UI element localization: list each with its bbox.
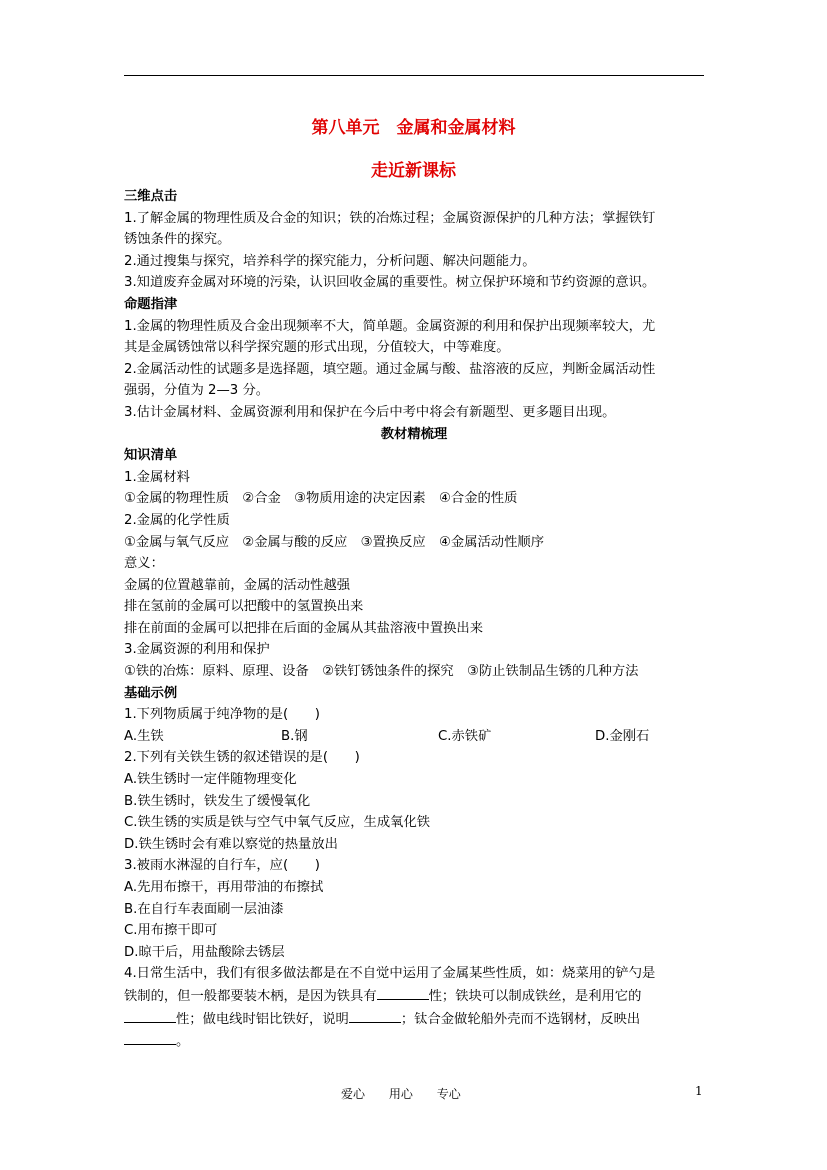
list-item: 金属的位置越靠前，金属的活动性越强 — [124, 577, 351, 593]
choice: D.晾干后，用盐酸除去锈层 — [124, 944, 285, 960]
section-center-heading: 教材精梳理 — [380, 426, 448, 442]
section-heading: 基础示例 — [124, 685, 178, 701]
answer-blank[interactable] — [124, 1030, 176, 1045]
list-item: ①铁的冶炼：原料、原理、设备 ②铁钉锈蚀条件的探究 ③防止铁制品生锈的几种方法 — [124, 664, 639, 680]
header-rule — [124, 75, 704, 76]
question-text: 铁制的，但一般都要装木柄，是因为铁具有 — [124, 988, 377, 1004]
paragraph: 2.通过搜集与探究，培养科学的探究能力，分析问题、解决问题能力。 — [124, 253, 536, 269]
choice: D.金刚石 — [595, 728, 650, 744]
question-text: ；钛合金做轮船外壳而不选钢材，反映出 — [400, 1011, 641, 1027]
list-item: 排在氢前的金属可以把酸中的氢置换出来 — [124, 599, 364, 615]
paragraph: 1.金属的物理性质及合金出现频率不大，简单题。金属资源的利用和保护出现频率较大，尤 — [124, 318, 656, 334]
choice: A.先用布擦干，再用带油的布擦拭 — [124, 880, 324, 895]
question-line — [124, 985, 704, 1008]
paragraph: 锈蚀条件的探究。 — [124, 232, 231, 248]
choice: C.用布擦干即可 — [124, 923, 218, 939]
answer-blank[interactable] — [349, 1008, 401, 1023]
question-line — [124, 1008, 704, 1031]
paragraph: 3.估计金属材料、金属资源利用和保护在今后中考中将会有新题型、更多题目出现。 — [124, 404, 616, 420]
choice: A.生铁 — [124, 728, 164, 744]
answer-blank[interactable] — [377, 985, 429, 1000]
question: 4.日常生活中，我们有很多做法都是在不自觉中运用了金属某些性质，如：烧菜用的铲勺是 — [124, 966, 656, 982]
choice: C.赤铁矿 — [438, 728, 492, 744]
footer-text: 用心 — [388, 1087, 413, 1101]
list-item: 3.金属资源的利用和保护 — [124, 642, 270, 658]
list-item: ①金属与氧气反应 ②金属与酸的反应 ③置换反应 ④金属活动性顺序 — [124, 534, 544, 550]
section-heading: 命题指津 — [124, 296, 178, 312]
paragraph: 1.了解金属的物理性质及合金的知识；铁的冶炼过程；金属资源保护的几种方法；掌握铁钉 — [124, 210, 656, 226]
choice: C.铁生锈的实质是铁与空气中氧气反应，生成氧化铁 — [124, 815, 431, 831]
section-heading: 知识清单 — [124, 448, 178, 464]
page-title: 第八单元 金属和金属材料 — [311, 118, 516, 138]
page-subtitle: 走近新课标 — [371, 161, 456, 181]
question: 3.被雨水淋湿的自行车，应( ) — [124, 858, 320, 874]
section-heading: 三维点击 — [124, 189, 178, 204]
list-item: ①金属的物理性质 ②合金 ③物质用途的决定因素 ④合金的性质 — [124, 491, 518, 507]
choice: D.铁生锈时会有难以察觉的热量放出 — [124, 836, 338, 852]
question: 2.下列有关铁生锈的叙述错误的是( ) — [124, 750, 360, 766]
paragraph: 3.知道废弃金属对环境的污染，认识回收金属的重要性。树立保护环境和节约资源的意识。 — [124, 275, 656, 291]
footer-text: 爱心 — [341, 1087, 366, 1101]
choice-row — [124, 726, 704, 748]
answer-blank[interactable] — [124, 1008, 176, 1023]
choice: B.在自行车表面刷一层油漆 — [124, 901, 284, 917]
list-item: 意义： — [124, 556, 164, 572]
document-body — [124, 186, 704, 1053]
question-text: 性；铁块可以制成铁丝，是利用它的 — [428, 988, 642, 1004]
choice: B.钢 — [281, 728, 308, 744]
page-number: 1 — [695, 1084, 703, 1098]
paragraph: 2.金属活动性的试题多是选择题，填空题。通过金属与酸、盐溶液的反应，判断金属活动性 — [124, 361, 656, 377]
choice: A.铁生锈时一定伴随物理变化 — [124, 772, 297, 788]
list-item: 1.金属材料 — [124, 469, 190, 485]
question-text: 性；做电线时铝比铁好，说明 — [176, 1011, 349, 1027]
page-footer — [341, 1085, 481, 1102]
choice: B.铁生锈时，铁发生了缓慢氧化 — [124, 793, 311, 809]
question-text: 。 — [176, 1034, 190, 1050]
paragraph: 强弱，分值为 2—3 分。 — [124, 383, 270, 399]
list-item: 排在前面的金属可以把排在后面的金属从其盐溶液中置换出来 — [124, 620, 484, 636]
footer-text: 专心 — [436, 1087, 461, 1101]
paragraph: 其是金属锈蚀常以科学探究题的形式出现，分值较大，中等难度。 — [124, 340, 510, 356]
question: 1.下列物质属于纯净物的是( ) — [124, 707, 320, 723]
list-item: 2.金属的化学性质 — [124, 512, 230, 528]
question-line — [124, 1030, 704, 1053]
